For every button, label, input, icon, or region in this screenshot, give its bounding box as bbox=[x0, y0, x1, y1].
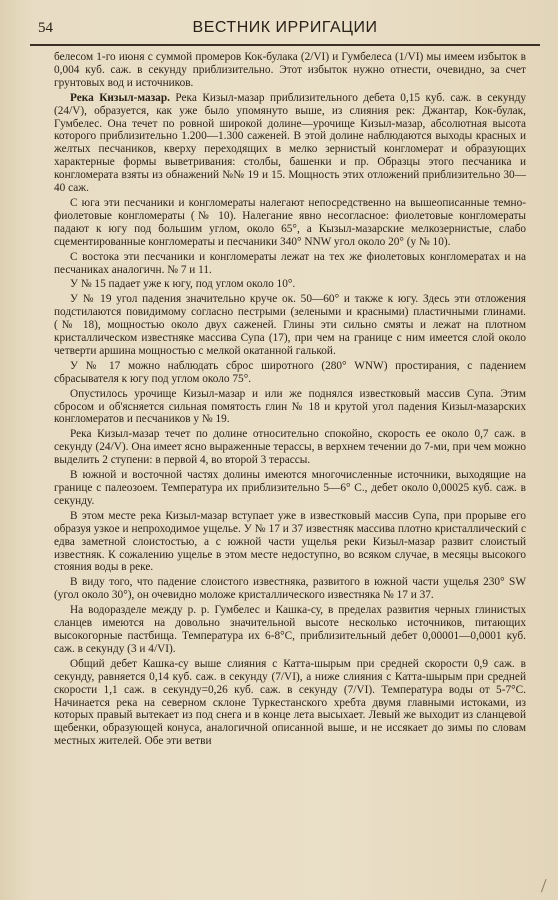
paragraph: У № 15 падает уже к югу, под углом около 10°. bbox=[70, 278, 296, 291]
paragraph: На водоразделе между р. р. Гумбелес и Кашка-су, в пределах развития черных глинистых сланцев имеются на довольно значительной высоте несколько источников, питающих высокогорные пастбища. Температура их 6-8°С, приблизительный дебет 0,00001—0,0001 куб. саж. в секунду (3 и 4/VI). bbox=[54, 604, 526, 655]
body-text bbox=[54, 51, 526, 897]
paragraph-text: Река Кизыл-мазар приблизительного дебета 0,15 куб. саж. в секунду (24/V), образуется, как уже было упомянуто выше, из слияния рек: Джантар, Кок-булак, Гумбелес. Она течет по ровной широкой долине—урочище Кизыл-мазар, абсолютная высота которого приблизительно 1.200—1.300 саженей. В этой долине наблюдаются выходы красных и желтых песчаников, кверху переходящих в мелко зернистый конгломерат и образующих характерные формы выветривания: столбы, башенки и пр. Образцы этого песчаника и конгломерата взяты из обнажений №№ 19 и 15. Мощность этих отложений приблизительно 30—40 саж. bbox=[54, 91, 526, 195]
page-edge-mark bbox=[541, 879, 554, 895]
running-header bbox=[30, 18, 540, 46]
paragraph: В виду того, что падение слоистого известняка, развитого в южной части ущелья 230° SW (угол около 30°), он очевидно моложе кристаллического известняка № 17 и 37. bbox=[54, 576, 526, 602]
paragraph: У № 19 угол падения значительно круче ок. 50—60° и также к югу. Здесь эти отложения подстилаются повидимому согласно пестрыми (зелеными и красными) пластичными глинами. (№ 18), мощностью около двух саженей. Глины эти сильно смяты и лежат на плотном кристаллическом известняке массива Супа (17), при чем на границе с ним имеется слой около четверти аршина мощностью с мелкой окатанной галькой. bbox=[54, 293, 526, 357]
paragraph: В южной и восточной частях долины имеются многочисленные источники, выходящие на границе с палеозоем. Температура их приблизительно 5—6° С., дебет около 0,00025 куб. саж. в секунду. bbox=[54, 469, 526, 507]
paragraph: В этом месте река Кизыл-мазар вступает уже в известковый массив Супа, при прорыве его образуя узкое и непроходимое ущелье. У № 17 и 37 известняк массива плотно кристаллический с едва заметной слоистостью, а с южной части ущелья реки Кизыл-мазар развит слоистый известняк. К сожалению ущелье в этом месте недоступно, во всяком случае, в месяцы высокого стояния воды в реке. bbox=[54, 509, 526, 574]
paragraph: Опустилось урочище Кизыл-мазар и или же поднялся известковый массив Супа. Этим сбросом и об'ясняется сильная помятость глин № 18 и крутой угол падения Кизыл-мазарских конгломератов и песчаников у № 19. bbox=[54, 387, 526, 426]
section-title: Река Кизыл-мазар. bbox=[70, 91, 170, 104]
paragraph: Река Кизыл-мазар течет по долине относительно спокойно, скорость ее около 0,7 саж. в секунду (24/V). Она имеет ясно выраженные терассы, в верхнем течении до 7-ми, при чем можно выделить 2 ступени: в первой 4, во второй 3 терассы. bbox=[54, 428, 526, 467]
paragraph: С востока эти песчаники и конгломераты лежат на тех же фиолетовых конгломератах и на песчаниках аналогичн. № 7 и 11. bbox=[54, 250, 526, 276]
paragraph: белесом 1-го июня с суммой промеров Кок-булака (2/VI) и Гумбелеса (1/VI) мы имеем избыток в 0,004 куб. саж. в секунду приблизительно. Этот избыток нужно отнести, очевидно, за счет грунтовых вод и источников. bbox=[54, 51, 526, 89]
paragraph: Общий дебет Кашка-су выше слияния с Катта-шырым при средней скорости 0,9 саж. в секунду, равняется 0,14 куб. саж. в секунду (7/VI), а ниже слияния с Катта-шырым при средней скорости 1,1 саж. в секунду=0,26 куб. саж. в секунду (7/VI). Температура воды от 5-7°С. Начинается река на северном склоне Туркестанского хребта двумя главными истоками, из которых правый вытекает из под снега и в конце лета высыхает. Левый же выходит из сланцевой щебенки, образующей конуса, аналогичной описанной выше, и не иссякает до зимы по словам местных жителей. Обе эти ветви bbox=[54, 657, 526, 748]
page-number: 54 bbox=[38, 20, 53, 36]
paragraph: У № 17 можно наблюдать сброс широтного (280° WNW) простирания, с падением сбрасывателя к югу под углом около 75°. bbox=[54, 359, 526, 385]
journal-title: ВЕСТНИК ИРРИГАЦИИ bbox=[192, 19, 378, 36]
paragraph: С юга эти песчаники и конгломераты налегают непосредственно на вышеописанные темно-фиолетовые конгломераты (№ 10). Налегание явно несогласное: фиолетовые конгломераты падают к югу под большим углом, около 65°, а Кызыл-мазарские мелкозернистые, слабо сцементированные конгломераты и песчаники 340° NNW угол около 20° (у № 10). bbox=[54, 196, 526, 248]
paragraph-section-kizyl-mazar bbox=[54, 92, 526, 195]
